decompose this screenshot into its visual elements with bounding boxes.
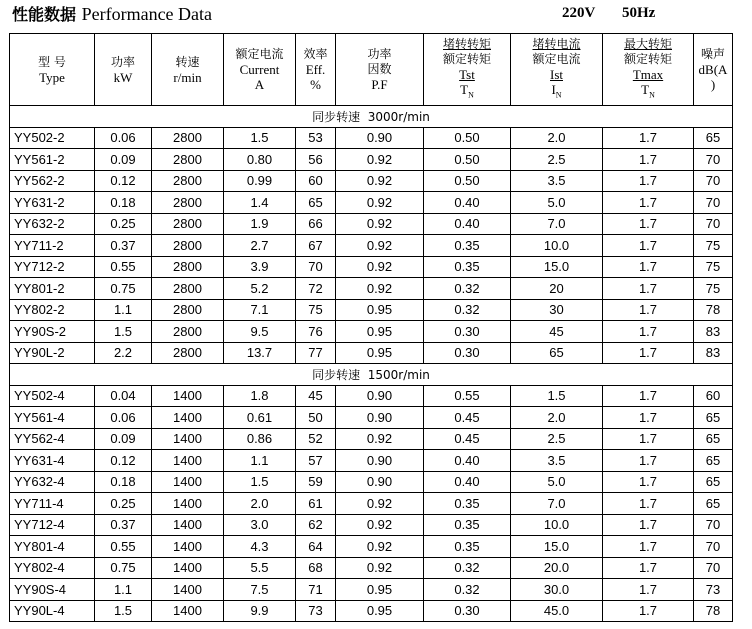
cell-current: 9.9 [224, 600, 296, 622]
cell-current: 1.1 [224, 450, 296, 472]
header-noise-zh: 噪声 [700, 47, 725, 61]
cell-start-current: 2.5 [511, 149, 603, 171]
cell-speed: 1400 [152, 536, 224, 558]
table-row [10, 557, 733, 579]
title-en: Performance Data [81, 4, 213, 24]
cell-start-torque: 0.35 [424, 256, 511, 278]
cell-pf: 0.92 [336, 514, 424, 536]
cell-start-torque: 0.40 [424, 213, 511, 235]
cell-power: 0.12 [95, 450, 152, 472]
header-noise-en: dB(A [698, 62, 728, 77]
cell-noise: 65 [694, 450, 733, 472]
header-start-current-den: $I_N$ [551, 81, 562, 100]
cell-max-torque: 1.7 [603, 493, 694, 515]
cell-max-torque: 1.7 [603, 192, 694, 214]
cell-noise: 70 [694, 170, 733, 192]
cell-efficiency: 52 [296, 428, 336, 450]
header-noise-close: ) [710, 77, 716, 92]
cell-pf: 0.92 [336, 536, 424, 558]
cell-start-current: 45 [511, 321, 603, 343]
cell-power: 0.09 [95, 428, 152, 450]
cell-start-torque: 0.32 [424, 579, 511, 601]
cell-model: YY802-2 [10, 299, 95, 321]
cell-efficiency: 53 [296, 127, 336, 149]
cell-power: 0.25 [95, 493, 152, 515]
cell-power: 1.1 [95, 299, 152, 321]
cell-start-current: 5.0 [511, 471, 603, 493]
cell-noise: 83 [694, 342, 733, 364]
table-row [10, 385, 733, 407]
table-row [10, 235, 733, 257]
cell-pf: 0.95 [336, 299, 424, 321]
cell-current: 4.3 [224, 536, 296, 558]
cell-efficiency: 62 [296, 514, 336, 536]
header-max-torque-num: Tmax [632, 66, 664, 82]
table-row [10, 299, 733, 321]
cell-power: 0.12 [95, 170, 152, 192]
header-start-current-zh2: 额定电流 [532, 51, 581, 66]
cell-start-torque: 0.35 [424, 536, 511, 558]
header-speed [152, 34, 224, 106]
header-speed-zh: 转速 [175, 54, 200, 69]
header-power-unit: kW [113, 69, 133, 85]
cell-speed: 2800 [152, 170, 224, 192]
cell-noise: 70 [694, 536, 733, 558]
cell-max-torque: 1.7 [603, 278, 694, 300]
cell-current: 1.5 [224, 127, 296, 149]
table-row [10, 213, 733, 235]
cell-model: YY562-4 [10, 428, 95, 450]
cell-power: 0.09 [95, 149, 152, 171]
cell-max-torque: 1.7 [603, 557, 694, 579]
header-max-torque [603, 34, 694, 106]
cell-start-current: 10.0 [511, 514, 603, 536]
cell-pf: 0.92 [336, 493, 424, 515]
cell-max-torque: 1.7 [603, 536, 694, 558]
header-pf-zh1: 功率 [367, 47, 392, 61]
cell-max-torque: 1.7 [603, 321, 694, 343]
cell-model: YY562-2 [10, 170, 95, 192]
table-row [10, 493, 733, 515]
cell-power: 0.55 [95, 256, 152, 278]
cell-model: YY801-2 [10, 278, 95, 300]
cell-current: 0.80 [224, 149, 296, 171]
cell-current: 9.5 [224, 321, 296, 343]
header-max-torque-zh1: 最大转矩 [623, 36, 672, 51]
header-efficiency [296, 34, 336, 106]
cell-speed: 2800 [152, 321, 224, 343]
cell-start-current: 5.0 [511, 192, 603, 214]
cell-current: 1.9 [224, 213, 296, 235]
cell-model: YY90L-4 [10, 600, 95, 622]
cell-efficiency: 59 [296, 471, 336, 493]
cell-pf: 0.92 [336, 256, 424, 278]
cell-start-current: 65 [511, 342, 603, 364]
cell-power: 0.06 [95, 407, 152, 429]
cell-model: YY90S-4 [10, 579, 95, 601]
cell-pf: 0.92 [336, 428, 424, 450]
cell-power: 0.04 [95, 385, 152, 407]
cell-max-torque: 1.7 [603, 149, 694, 171]
cell-efficiency: 61 [296, 493, 336, 515]
table-row [10, 600, 733, 622]
cell-start-current: 3.5 [511, 170, 603, 192]
header-start-torque-zh1: 堵转转矩 [442, 36, 491, 51]
table-row [10, 514, 733, 536]
cell-speed: 2800 [152, 149, 224, 171]
table-row [10, 192, 733, 214]
cell-max-torque: 1.7 [603, 342, 694, 364]
cell-pf: 0.90 [336, 127, 424, 149]
table-row [10, 471, 733, 493]
header-max-torque-zh2: 额定转矩 [623, 51, 672, 66]
table-row [10, 342, 733, 364]
table-row [10, 278, 733, 300]
cell-efficiency: 56 [296, 149, 336, 171]
header-current [224, 34, 296, 106]
table-row [10, 536, 733, 558]
cell-efficiency: 71 [296, 579, 336, 601]
cell-efficiency: 65 [296, 192, 336, 214]
cell-speed: 1400 [152, 407, 224, 429]
cell-max-torque: 1.7 [603, 385, 694, 407]
cell-efficiency: 57 [296, 450, 336, 472]
cell-efficiency: 75 [296, 299, 336, 321]
cell-model: YY632-2 [10, 213, 95, 235]
cell-speed: 1400 [152, 579, 224, 601]
cell-start-current: 1.5 [511, 385, 603, 407]
cell-noise: 70 [694, 192, 733, 214]
cell-noise: 65 [694, 127, 733, 149]
cell-speed: 2800 [152, 235, 224, 257]
cell-current: 7.5 [224, 579, 296, 601]
cell-speed: 2800 [152, 299, 224, 321]
table-row [10, 170, 733, 192]
cell-efficiency: 64 [296, 536, 336, 558]
cell-speed: 2800 [152, 213, 224, 235]
cell-max-torque: 1.7 [603, 213, 694, 235]
cell-start-torque: 0.30 [424, 321, 511, 343]
cell-pf: 0.92 [336, 170, 424, 192]
cell-power: 0.06 [95, 127, 152, 149]
cell-power: 0.37 [95, 235, 152, 257]
cell-speed: 1400 [152, 557, 224, 579]
cell-max-torque: 1.7 [603, 471, 694, 493]
cell-max-torque: 1.7 [603, 407, 694, 429]
cell-current: 1.8 [224, 385, 296, 407]
cell-start-current: 2.5 [511, 428, 603, 450]
cell-start-torque: 0.40 [424, 450, 511, 472]
cell-start-current: 15.0 [511, 536, 603, 558]
cell-speed: 1400 [152, 514, 224, 536]
header-start-torque-den: $T_N$ [460, 81, 474, 100]
header-max-torque-den: $T_N$ [641, 81, 655, 100]
cell-noise: 70 [694, 213, 733, 235]
cell-power: 0.25 [95, 213, 152, 235]
cell-start-current: 15.0 [511, 256, 603, 278]
cell-speed: 1400 [152, 471, 224, 493]
cell-current: 2.0 [224, 493, 296, 515]
cell-power: 1.1 [95, 579, 152, 601]
cell-model: YY90L-2 [10, 342, 95, 364]
cell-max-torque: 1.7 [603, 514, 694, 536]
cell-pf: 0.95 [336, 342, 424, 364]
cell-noise: 65 [694, 428, 733, 450]
cell-power: 0.55 [95, 536, 152, 558]
header-row [10, 34, 733, 106]
group-label: 同步转速 1500r/min [10, 364, 733, 386]
cell-max-torque: 1.7 [603, 170, 694, 192]
cell-speed: 1400 [152, 385, 224, 407]
cell-noise: 75 [694, 278, 733, 300]
header-pf-en: P.F [371, 77, 388, 92]
cell-pf: 0.92 [336, 213, 424, 235]
cell-start-current: 3.5 [511, 450, 603, 472]
cell-start-torque: 0.32 [424, 278, 511, 300]
cell-start-torque: 0.50 [424, 170, 511, 192]
cell-start-torque: 0.40 [424, 192, 511, 214]
cell-efficiency: 45 [296, 385, 336, 407]
header-current-en: Current [239, 62, 280, 77]
cell-max-torque: 1.7 [603, 450, 694, 472]
cell-start-current: 7.0 [511, 493, 603, 515]
cell-noise: 65 [694, 493, 733, 515]
performance-table [9, 33, 733, 622]
cell-noise: 65 [694, 407, 733, 429]
header-efficiency-en: Eff. [305, 62, 326, 77]
title-zh: 性能数据 [12, 5, 77, 24]
cell-start-torque: 0.55 [424, 385, 511, 407]
cell-max-torque: 1.7 [603, 235, 694, 257]
header-power [95, 34, 152, 106]
cell-speed: 2800 [152, 127, 224, 149]
table-row [10, 428, 733, 450]
header-efficiency-zh: 效率 [303, 47, 328, 61]
cell-speed: 1400 [152, 450, 224, 472]
cell-power: 0.75 [95, 278, 152, 300]
cell-power: 1.5 [95, 321, 152, 343]
cell-efficiency: 68 [296, 557, 336, 579]
cell-efficiency: 66 [296, 213, 336, 235]
cell-start-torque: 0.50 [424, 149, 511, 171]
cell-max-torque: 1.7 [603, 127, 694, 149]
table-row [10, 256, 733, 278]
cell-current: 1.5 [224, 471, 296, 493]
cell-speed: 2800 [152, 256, 224, 278]
table-row [10, 450, 733, 472]
cell-model: YY712-2 [10, 256, 95, 278]
cell-start-current: 7.0 [511, 213, 603, 235]
cell-start-torque: 0.30 [424, 600, 511, 622]
cell-noise: 78 [694, 600, 733, 622]
cell-model: YY90S-2 [10, 321, 95, 343]
cell-noise: 75 [694, 256, 733, 278]
cell-start-torque: 0.50 [424, 127, 511, 149]
cell-noise: 75 [694, 235, 733, 257]
header-model-zh: 型 号 [38, 54, 66, 69]
table-row [10, 321, 733, 343]
group-label: 同步转速 3000r/min [10, 106, 733, 128]
header-start-current-num: Ist [550, 66, 563, 82]
cell-efficiency: 76 [296, 321, 336, 343]
cell-power: 1.5 [95, 600, 152, 622]
cell-pf: 0.95 [336, 600, 424, 622]
cell-current: 13.7 [224, 342, 296, 364]
cell-efficiency: 50 [296, 407, 336, 429]
cell-noise: 65 [694, 471, 733, 493]
cell-power: 0.18 [95, 192, 152, 214]
cell-pf: 0.90 [336, 385, 424, 407]
header-start-current-zh1: 堵转电流 [532, 36, 581, 51]
cell-model: YY561-2 [10, 149, 95, 171]
cell-start-current: 30.0 [511, 579, 603, 601]
cell-noise: 73 [694, 579, 733, 601]
cell-max-torque: 1.7 [603, 299, 694, 321]
cell-efficiency: 72 [296, 278, 336, 300]
header-pf-zh2: 因数 [367, 62, 392, 76]
cell-current: 3.9 [224, 256, 296, 278]
cell-speed: 2800 [152, 342, 224, 364]
cell-noise: 70 [694, 557, 733, 579]
cell-start-current: 2.0 [511, 407, 603, 429]
header-pf [336, 34, 424, 106]
cell-pf: 0.90 [336, 450, 424, 472]
cell-current: 2.7 [224, 235, 296, 257]
cell-current: 5.5 [224, 557, 296, 579]
cell-model: YY631-2 [10, 192, 95, 214]
cell-pf: 0.92 [336, 278, 424, 300]
cell-speed: 1400 [152, 600, 224, 622]
cell-model: YY711-4 [10, 493, 95, 515]
cell-speed: 2800 [152, 192, 224, 214]
header-model-en: Type [39, 69, 65, 85]
cell-pf: 0.95 [336, 321, 424, 343]
cell-start-torque: 0.32 [424, 299, 511, 321]
header-start-torque-num: Tst [459, 66, 475, 82]
cell-pf: 0.90 [336, 407, 424, 429]
cell-speed: 1400 [152, 428, 224, 450]
table-row [10, 407, 733, 429]
header-current-unit: A [254, 77, 265, 92]
cell-start-current: 45.0 [511, 600, 603, 622]
cell-current: 0.86 [224, 428, 296, 450]
cell-noise: 83 [694, 321, 733, 343]
cell-power: 0.75 [95, 557, 152, 579]
cell-current: 1.4 [224, 192, 296, 214]
cell-efficiency: 60 [296, 170, 336, 192]
table-row [10, 127, 733, 149]
cell-noise: 60 [694, 385, 733, 407]
cell-power: 0.37 [95, 514, 152, 536]
table-row [10, 579, 733, 601]
cell-speed: 2800 [152, 278, 224, 300]
cell-model: YY631-4 [10, 450, 95, 472]
cell-speed: 1400 [152, 493, 224, 515]
cell-start-torque: 0.32 [424, 557, 511, 579]
header-model [10, 34, 95, 106]
cell-start-torque: 0.45 [424, 407, 511, 429]
frequency-label: 50Hz [622, 5, 656, 21]
cell-current: 0.61 [224, 407, 296, 429]
cell-start-torque: 0.35 [424, 235, 511, 257]
cell-start-current: 30 [511, 299, 603, 321]
cell-pf: 0.92 [336, 235, 424, 257]
group-row [10, 106, 733, 128]
cell-pf: 0.90 [336, 471, 424, 493]
cell-model: YY712-4 [10, 514, 95, 536]
cell-efficiency: 73 [296, 600, 336, 622]
cell-efficiency: 70 [296, 256, 336, 278]
cell-noise: 78 [694, 299, 733, 321]
cell-max-torque: 1.7 [603, 428, 694, 450]
cell-model: YY801-4 [10, 536, 95, 558]
voltage-label: 220V [562, 5, 596, 21]
cell-max-torque: 1.7 [603, 579, 694, 601]
cell-pf: 0.95 [336, 579, 424, 601]
cell-max-torque: 1.7 [603, 600, 694, 622]
cell-efficiency: 77 [296, 342, 336, 364]
cell-model: YY502-4 [10, 385, 95, 407]
cell-model: YY632-4 [10, 471, 95, 493]
cell-start-current: 2.0 [511, 127, 603, 149]
cell-current: 7.1 [224, 299, 296, 321]
cell-start-torque: 0.40 [424, 471, 511, 493]
cell-start-current: 20 [511, 278, 603, 300]
cell-start-current: 10.0 [511, 235, 603, 257]
cell-start-torque: 0.35 [424, 493, 511, 515]
cell-current: 0.99 [224, 170, 296, 192]
cell-efficiency: 67 [296, 235, 336, 257]
cell-power: 2.2 [95, 342, 152, 364]
header-current-zh: 额定电流 [235, 47, 284, 61]
cell-start-torque: 0.45 [424, 428, 511, 450]
cell-start-torque: 0.35 [424, 514, 511, 536]
cell-noise: 70 [694, 149, 733, 171]
page-title [12, 2, 212, 25]
cell-model: YY711-2 [10, 235, 95, 257]
cell-pf: 0.92 [336, 192, 424, 214]
table-row [10, 149, 733, 171]
header-start-current [511, 34, 603, 106]
header-power-zh: 功率 [110, 54, 135, 69]
cell-start-current: 20.0 [511, 557, 603, 579]
cell-current: 5.2 [224, 278, 296, 300]
cell-model: YY502-2 [10, 127, 95, 149]
cell-pf: 0.92 [336, 149, 424, 171]
cell-model: YY802-4 [10, 557, 95, 579]
header-efficiency-unit: % [310, 77, 321, 92]
header-noise [694, 34, 733, 106]
header-start-torque-zh2: 额定转矩 [442, 51, 491, 66]
header-speed-unit: r/min [173, 69, 202, 85]
header-start-torque [424, 34, 511, 106]
cell-current: 3.0 [224, 514, 296, 536]
group-row [10, 364, 733, 386]
cell-pf: 0.92 [336, 557, 424, 579]
cell-power: 0.18 [95, 471, 152, 493]
cell-start-torque: 0.30 [424, 342, 511, 364]
cell-noise: 70 [694, 514, 733, 536]
cell-max-torque: 1.7 [603, 256, 694, 278]
cell-model: YY561-4 [10, 407, 95, 429]
